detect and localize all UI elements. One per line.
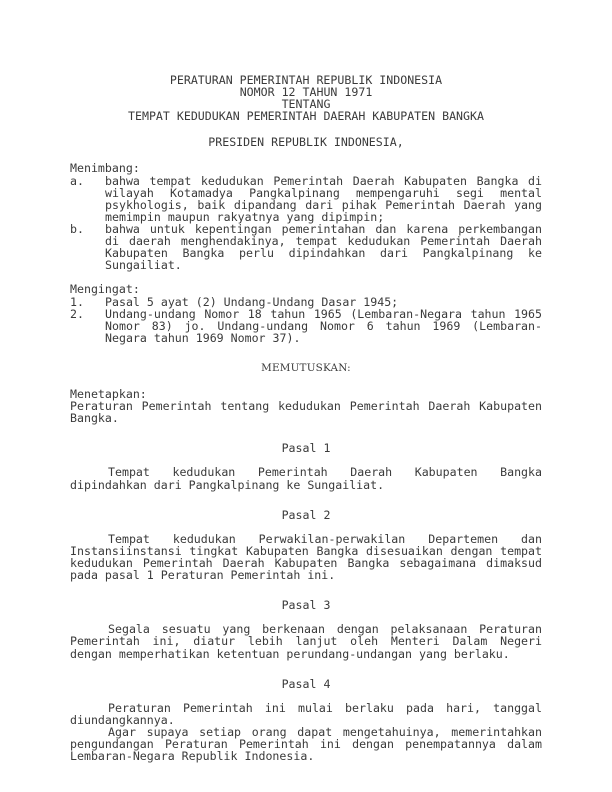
president-line: PRESIDEN REPUBLIK INDONESIA, xyxy=(208,135,404,150)
spacer xyxy=(70,344,542,362)
article-paragraph: Peraturan Pemerintah ini mulai berlaku pada hari, tanggal diundangkannya. xyxy=(70,700,542,727)
mengingat-list xyxy=(70,296,542,344)
menimbang-list xyxy=(70,175,542,272)
article-paragraph: Tempat kedudukan Perwakilan-perwakilan Departemen dan Instansiinstansi tingkat Kabupaten Bangka disesuaikan dengan tempat kedudukan Pemerintah Daerah Kabupaten Bangka sebagaimana dimaksud pada pasal 1 Peraturan Pemerintah ini. xyxy=(70,531,542,583)
list-marker: 2. xyxy=(70,306,84,321)
menimbang-section xyxy=(70,162,542,271)
list-marker: b. xyxy=(70,221,84,236)
spacer xyxy=(70,148,542,162)
list-marker: a. xyxy=(70,173,84,188)
document-title-block xyxy=(70,74,542,122)
spacer xyxy=(70,424,542,442)
article-paragraph: Tempat kedudukan Pemerintah Daerah Kabupaten Bangka dipindahkan dari Pangkalpinang ke Sungailiat. xyxy=(70,465,542,492)
list-item xyxy=(70,308,542,344)
article-paragraph: Segala sesuatu yang berkenaan dengan pelaksanaan Peraturan Pemerintah ini, diatur lebih lanjut oleh Menteri Dalam Negeri dengan memperhatikan ketentuan perundang-undangan yang berlaku. xyxy=(70,622,542,661)
article-heading: Pasal 3 xyxy=(281,598,331,613)
list-item xyxy=(70,296,542,308)
spacer xyxy=(70,660,542,678)
list-text: Pasal 5 ayat (2) Undang-Undang Dasar 1945; xyxy=(105,294,399,309)
spacer xyxy=(70,122,542,136)
spacer xyxy=(70,521,542,533)
title-line-1: PERATURAN PEMERINTAH REPUBLIK INDONESIA xyxy=(169,73,443,87)
article-heading: Pasal 2 xyxy=(281,507,331,522)
menetapkan-section xyxy=(70,388,542,424)
memutuskan-heading: MEMUTUSKAN: xyxy=(261,361,351,374)
article-heading: Pasal 4 xyxy=(281,676,331,691)
menetapkan-text: Peraturan Pemerintah tentang kedudukan Pemerintah Daerah Kabupaten Bangka. xyxy=(70,399,542,426)
list-text: bahwa untuk kepentingan pemerintahan dan karena perkembangan di daerah menghendakinya, tempat kedudukan Pemerintah Daerah Kabupaten Bangka perlu dipindahkan dari Pangkalpinang ke Sungailiat. xyxy=(105,221,542,273)
document-body xyxy=(70,74,542,762)
title-line-3: TENTANG xyxy=(281,97,331,112)
spacer xyxy=(70,271,542,283)
spacer xyxy=(70,491,542,509)
menimbang-label: Menimbang: xyxy=(70,161,140,176)
article-heading: Pasal 1 xyxy=(281,441,331,456)
article-paragraph: Agar supaya setiap orang dapat mengetahuinya, memerintahkan pengundangan Peraturan Pemerintah ini dengan penempatannya dalam Lembaran-Negara Republik Indonesia. xyxy=(70,725,542,764)
mengingat-section xyxy=(70,283,542,343)
list-text: bahwa tempat kedudukan Pemerintah Daerah Kabupaten Bangka di wilayah Kotamadya Pangkalpinang mempengaruhi segi mental psykhologis, baik dipandang dari pihak Pemerintah Daerah yang memimpin maupun rakyatnya yang dipimpin; xyxy=(105,173,542,224)
title-line-2: NOMOR 12 TAHUN 1971 xyxy=(239,85,373,100)
mengingat-label: Mengingat: xyxy=(70,282,140,297)
spacer xyxy=(70,581,542,599)
list-item xyxy=(70,175,542,223)
article-pasal-1 xyxy=(70,442,542,490)
list-marker: 1. xyxy=(70,294,84,309)
menetapkan-label: Menetapkan: xyxy=(70,386,147,401)
article-pasal-2 xyxy=(70,509,542,582)
list-text: Undang-undang Nomor 18 tahun 1965 (Lembaran-Negara tahun 1965 Nomor 83) jo. Undang-undang Nomor 6 tahun 1969 (Lembaran-Negara tahun 1969 Nomor 37). xyxy=(105,306,542,345)
spacer xyxy=(70,374,542,388)
list-item xyxy=(70,223,542,271)
title-line-4: TEMPAT KEDUDUKAN PEMERINTAH DAERAH KABUPATEN BANGKA xyxy=(128,109,484,124)
article-pasal-3 xyxy=(70,599,542,659)
article-pasal-4 xyxy=(70,678,542,763)
